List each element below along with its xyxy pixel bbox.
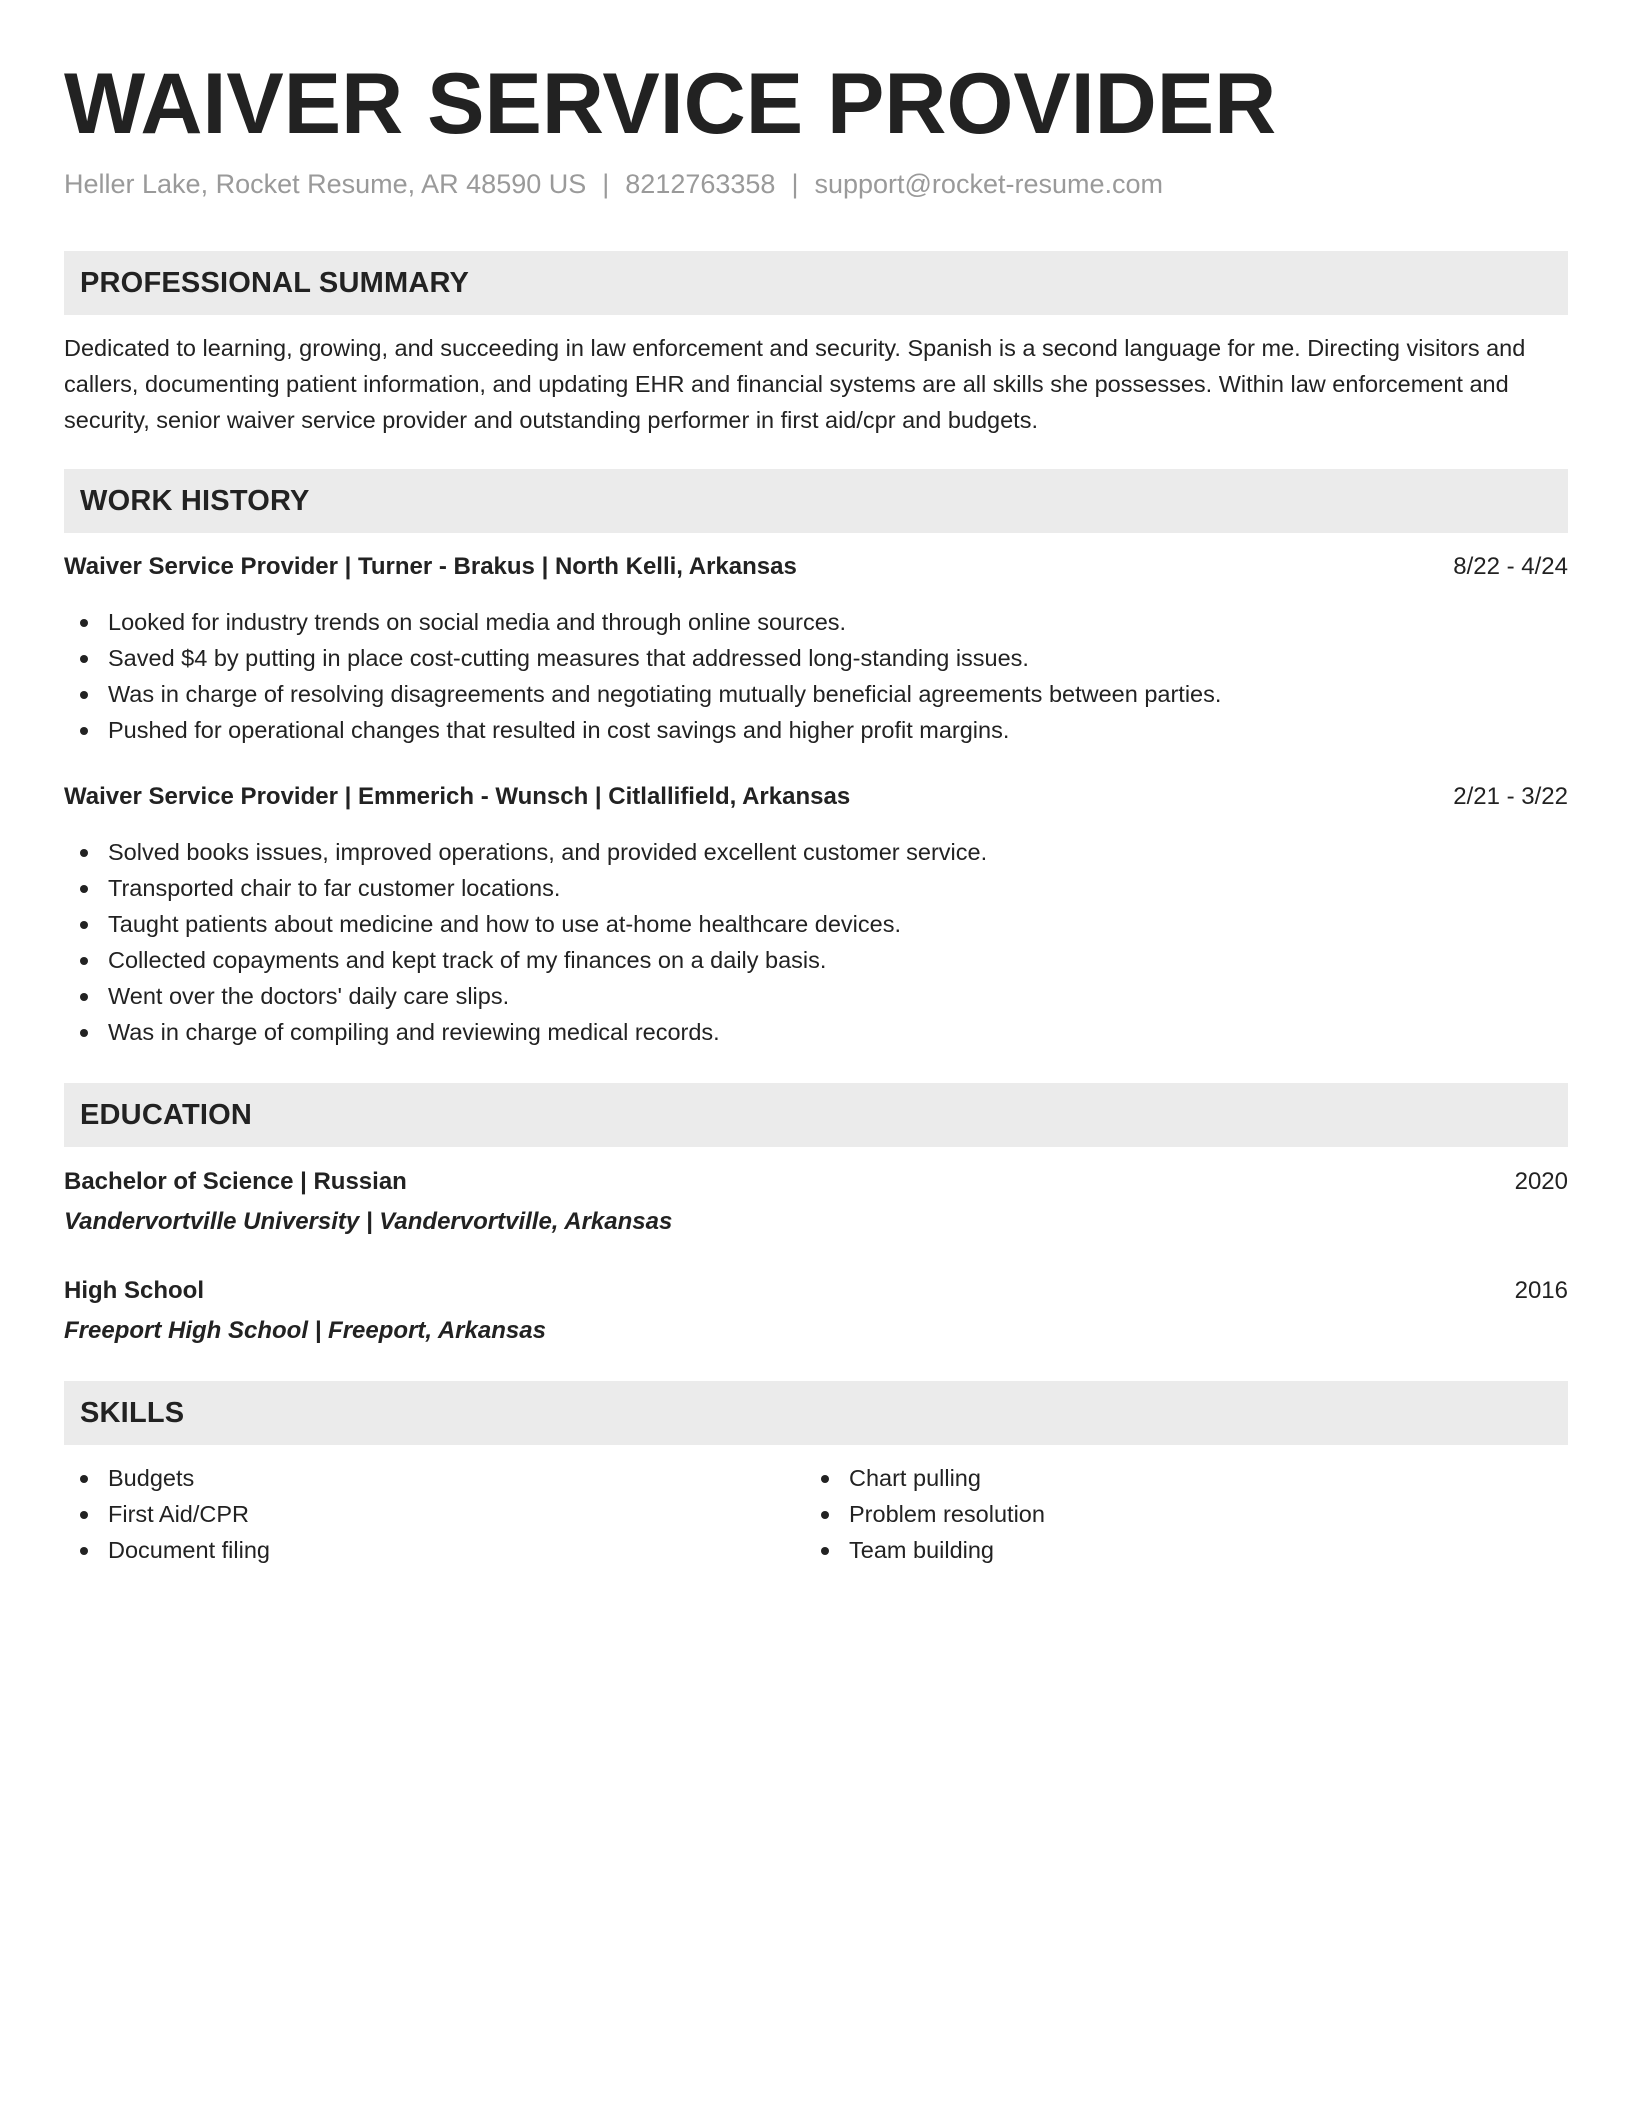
contact-line (64, 166, 1163, 202)
skill-item: Document filing (64, 1532, 270, 1568)
job-bullet: Was in charge of resolving disagreements and negotiating mutually beneficial agreements between parties. (64, 676, 1221, 712)
skill-item: Problem resolution (805, 1496, 1045, 1532)
contact-email: support@rocket-resume.com (814, 169, 1163, 199)
contact-separator: | (791, 169, 799, 199)
contact-separator: | (602, 169, 610, 199)
job-bullet: Collected copayments and kept track of my finances on a daily basis. (64, 942, 987, 978)
section-header-education (64, 1083, 1568, 1147)
job-bullet: Transported chair to far customer locations. (64, 870, 987, 906)
skill-item: Team building (805, 1532, 1045, 1568)
skill-item: Chart pulling (805, 1460, 1045, 1496)
contact-phone: 8212763358 (625, 169, 776, 199)
section-heading: SKILLS (80, 1397, 185, 1429)
education-header (64, 1273, 1568, 1309)
education-school: Vandervortville University | Vandervortville, Arkansas (64, 1208, 673, 1235)
section-header-skills (64, 1381, 1568, 1445)
section-header-summary (64, 251, 1568, 315)
job-bullet: Went over the doctors' daily care slips. (64, 978, 987, 1014)
resume-title: WAIVER SERVICE PROVIDER (64, 56, 1277, 152)
education-header (64, 1164, 1568, 1200)
job-header (64, 779, 1568, 815)
skill-item: Budgets (64, 1460, 270, 1496)
job-dates: 8/22 - 4/24 (1453, 553, 1568, 580)
skills-list-left (64, 1460, 270, 1568)
summary-text: Dedicated to learning, growing, and succeeding in law enforcement and security. Spanish is a second language for me. Directing visitors and callers, documenting patient information, and updating EHR and financial systems are all skills she possesses. Within law enforcement and security, senior waiver service provider and outstanding performer in first aid/cpr and budgets. (64, 335, 1526, 433)
job-bullet: Looked for industry trends on social media and through online sources. (64, 604, 1221, 640)
education-year: 2016 (1514, 1277, 1568, 1304)
job-bullet: Pushed for operational changes that resulted in cost savings and higher profit margins. (64, 712, 1221, 748)
job-bullet: Taught patients about medicine and how to use at-home healthcare devices. (64, 906, 987, 942)
education-year: 2020 (1514, 1168, 1568, 1195)
education-school: Freeport High School | Freeport, Arkansas (64, 1317, 546, 1344)
section-heading: PROFESSIONAL SUMMARY (80, 267, 470, 299)
job-bullet-list (64, 834, 987, 1050)
contact-address: Heller Lake, Rocket Resume, AR 48590 US (64, 169, 587, 199)
section-heading: WORK HISTORY (80, 485, 310, 517)
skill-item: First Aid/CPR (64, 1496, 270, 1532)
job-title: Waiver Service Provider | Emmerich - Wunsch | Citlallifield, Arkansas (64, 783, 851, 810)
education-degree: High School (64, 1277, 204, 1304)
skills-list-right (805, 1460, 1045, 1568)
job-bullet: Was in charge of compiling and reviewing medical records. (64, 1014, 987, 1050)
job-bullet-list (64, 604, 1221, 748)
job-bullet: Solved books issues, improved operations, and provided excellent customer service. (64, 834, 987, 870)
job-bullet: Saved $4 by putting in place cost-cutting measures that addressed long-standing issues. (64, 640, 1221, 676)
job-header (64, 549, 1568, 585)
job-dates: 2/21 - 3/22 (1453, 783, 1568, 810)
education-degree: Bachelor of Science | Russian (64, 1168, 407, 1195)
section-header-work-history (64, 469, 1568, 533)
section-heading: EDUCATION (80, 1099, 253, 1131)
job-title: Waiver Service Provider | Turner - Brakus | North Kelli, Arkansas (64, 553, 797, 580)
